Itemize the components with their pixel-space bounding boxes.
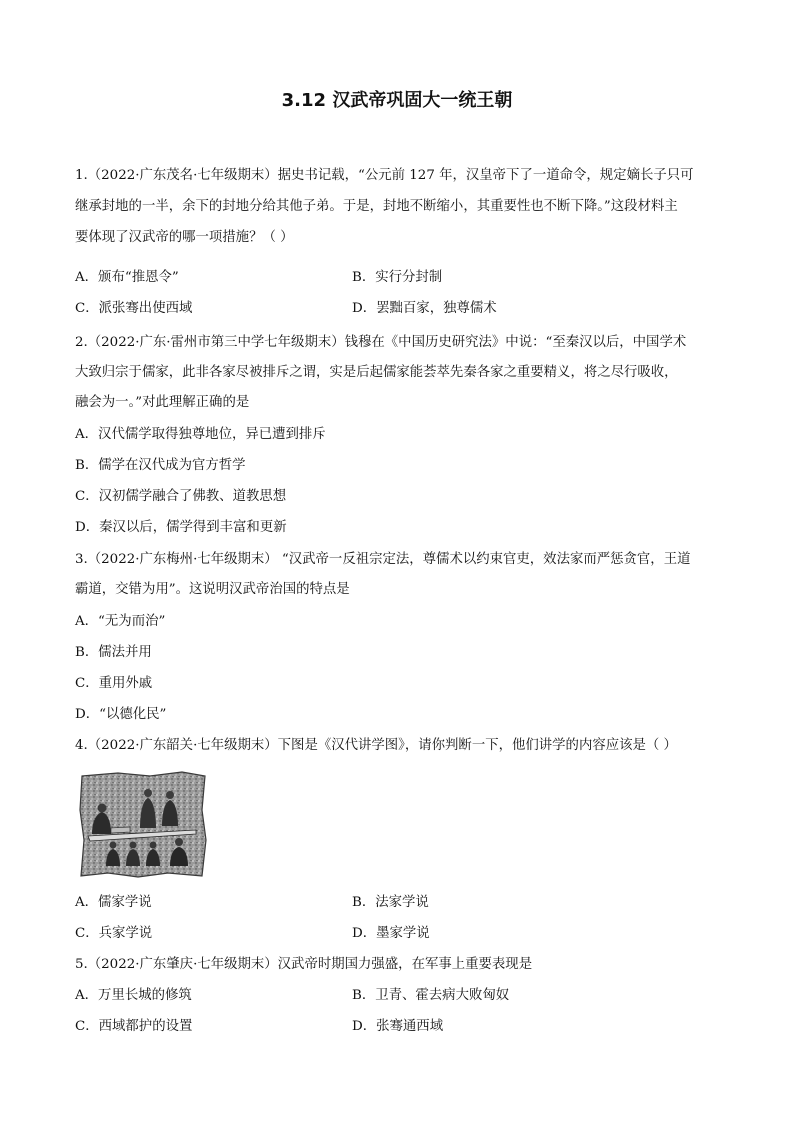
question-1-option-a: A．颁布“推恩令”	[75, 270, 179, 285]
han-lecture-rubbing-image	[78, 770, 208, 880]
question-2-option-a: A．汉代儒学取得独尊地位，异已遭到排斥	[75, 427, 326, 442]
question-3-option-b: B．儒法并用	[75, 645, 152, 660]
question-4-option-a: A．儒家学说	[75, 895, 152, 910]
question-3-option-a: A．“无为而治”	[75, 614, 166, 629]
question-4-option-d: D．墨家学说	[352, 926, 430, 941]
question-3-option-d: D．“以德化民”	[75, 707, 167, 722]
question-1-line-1: 1.（2022·广东茂名·七年级期末）据史书记载，“公元前 127 年，汉皇帝下了一道命令，规定嫡长子只可	[75, 168, 694, 183]
question-2-line-1: 2.（2022·广东·雷州市第三中学七年级期末）钱穆在《中国历史研究法》中说：“至秦汉以后，中国学术	[75, 335, 687, 350]
question-5-option-b: B．卫青、霍去病大败匈奴	[352, 988, 510, 1003]
question-2-option-d: D．秦汉以后，儒学得到丰富和更新	[75, 520, 287, 535]
question-5-line-1: 5.（2022·广东肇庆·七年级期末）汉武帝时期国力强盛，在军事上重要表现是	[75, 957, 533, 972]
question-1-line-2: 继承封地的一半，余下的封地分给其他子弟。于是，封地不断缩小，其重要性也不断下降。”这段材料主	[75, 199, 678, 214]
question-2-line-3: 融会为一。”对此理解正确的是	[75, 395, 250, 410]
page-title: 3.12 汉武帝巩固大一统王朝	[281, 90, 513, 111]
question-2-option-c: C．汉初儒学融合了佛教、道教思想	[75, 489, 287, 504]
question-3-option-c: C．重用外戚	[75, 676, 153, 691]
question-2-option-b: B．儒学在汉代成为官方哲学	[75, 458, 246, 473]
question-1-option-c: C．派张骞出使西域	[75, 301, 193, 316]
question-3-line-2: 霸道，交错为用”。这说明汉武帝治国的特点是	[75, 582, 350, 597]
question-5-option-c: C．西域都护的设置	[75, 1019, 193, 1034]
question-1-option-d: D．罢黜百家，独尊儒术	[352, 301, 497, 316]
question-1-option-b: B．实行分封制	[352, 270, 443, 285]
question-5-option-d: D．张骞通西域	[352, 1019, 444, 1034]
question-3-line-1: 3.（2022·广东梅州·七年级期末） “汉武帝一反祖宗定法，尊儒术以约束官吏，效法家而严惩贪官，王道	[75, 552, 691, 567]
question-4-option-b: B．法家学说	[352, 895, 429, 910]
question-4-line-1: 4.（2022·广东韶关·七年级期末）下图是《汉代讲学图》，请你判断一下，他们讲学的内容应该是（ ）	[75, 738, 677, 753]
question-5-option-a: A．万里长城的修筑	[75, 988, 192, 1003]
question-2-line-2: 大致归宗于儒家，此非各家尽被排斥之谓，实是后起儒家能荟萃先秦各家之重要精义，将之尽行吸收，	[75, 365, 678, 380]
question-4-option-c: C．兵家学说	[75, 926, 153, 941]
question-1-line-3: 要体现了汉武帝的哪一项措施？（ ）	[75, 230, 294, 245]
